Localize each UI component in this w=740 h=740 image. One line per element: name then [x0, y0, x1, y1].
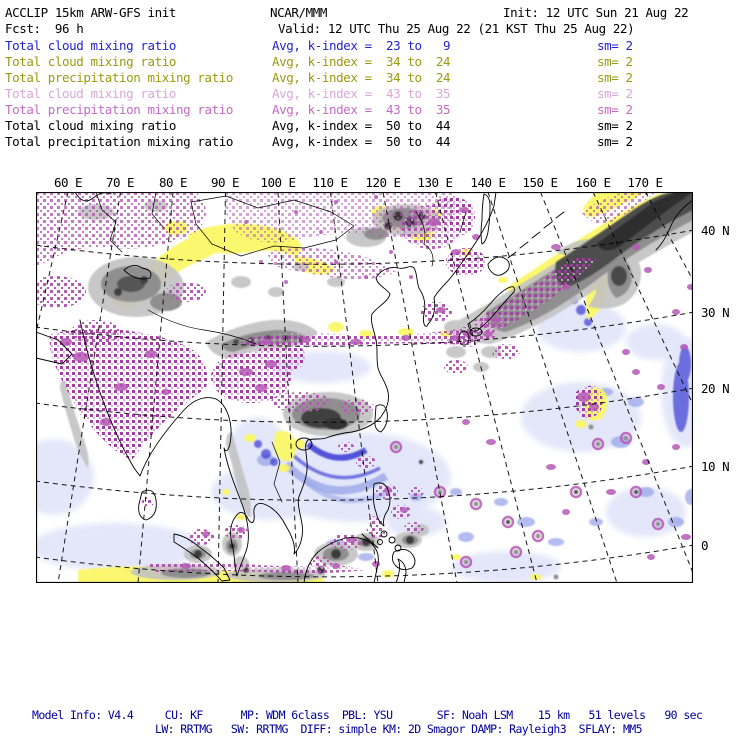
legend-smooth-label: sm= 2 — [597, 38, 633, 53]
model-info-line1: Model Info: V4.4 CU: KF MP: WDM 6class PBL: YSU SF: Noah LSM 15 km 51 levels 90 sec — [32, 708, 703, 722]
valid-time-label: Valid: 12 UTC Thu 25 Aug 22 (21 KST Thu 25 Aug 22) — [278, 21, 635, 36]
legend-row — [0, 102, 740, 117]
map-panel — [36, 192, 693, 583]
legend-field-label: Total cloud mixing ratio — [5, 38, 177, 53]
legend-smooth-label: sm= 2 — [597, 118, 633, 133]
lat-tick-label: 20 N — [701, 381, 730, 396]
lat-tick-label: 0 — [701, 538, 709, 553]
model-info-line2: LW: RRTMG SW: RRTMG DIFF: simple KM: 2D Smagor DAMP: Rayleigh3 SFLAY: MM5 — [155, 722, 642, 736]
legend-row — [0, 134, 740, 149]
lon-tick-label: 60 E — [53, 175, 83, 190]
lon-tick-label: 100 E — [260, 175, 296, 190]
legend-row — [0, 38, 740, 53]
lon-tick-label: 80 E — [158, 175, 188, 190]
lon-tick-label: 140 E — [470, 175, 506, 190]
legend-kindex-stat: Avg, k-index = 23 to 9 — [272, 38, 451, 53]
legend-smooth-label: sm= 2 — [597, 102, 633, 117]
legend-smooth-label: sm= 2 — [597, 134, 633, 149]
legend-field-label: Total precipitation mixing ratio — [5, 70, 234, 85]
legend-row — [0, 86, 740, 101]
legend-smooth-label: sm= 2 — [597, 70, 633, 85]
legend-kindex-stat: Avg, k-index = 43 to 35 — [272, 86, 451, 101]
forecast-hour-label: Fcst: 96 h — [5, 21, 84, 36]
legend-field-label: Total cloud mixing ratio — [5, 86, 177, 101]
init-time-label: Init: 12 UTC Sun 21 Aug 22 — [503, 5, 689, 20]
legend-kindex-stat: Avg, k-index = 50 to 44 — [272, 134, 451, 149]
legend-field-label: Total cloud mixing ratio — [5, 118, 177, 133]
lon-tick-label: 90 E — [210, 175, 240, 190]
weather-map — [36, 192, 693, 583]
legend-row — [0, 118, 740, 133]
legend-row — [0, 54, 740, 69]
lon-tick-label: 150 E — [522, 175, 558, 190]
legend-field-label: Total precipitation mixing ratio — [5, 102, 234, 117]
legend-smooth-label: sm= 2 — [597, 86, 633, 101]
legend-smooth-label: sm= 2 — [597, 54, 633, 69]
legend-field-label: Total cloud mixing ratio — [5, 54, 177, 69]
lat-tick-label: 40 N — [701, 223, 730, 238]
lon-tick-label: 170 E — [627, 175, 663, 190]
legend-kindex-stat: Avg, k-index = 34 to 24 — [272, 54, 451, 69]
lon-tick-label: 70 E — [105, 175, 135, 190]
lon-tick-label: 160 E — [575, 175, 611, 190]
legend-kindex-stat: Avg, k-index = 50 to 44 — [272, 118, 451, 133]
lat-tick-label: 10 N — [701, 459, 730, 474]
legend-kindex-stat: Avg, k-index = 43 to 35 — [272, 102, 451, 117]
legend-kindex-stat: Avg, k-index = 34 to 24 — [272, 70, 451, 85]
lat-tick-label: 30 N — [701, 305, 730, 320]
legend-row — [0, 70, 740, 85]
plot-title: ACCLIP 15km ARW-GFS init — [5, 5, 177, 20]
legend-field-label: Total precipitation mixing ratio — [5, 134, 234, 149]
lon-tick-label: 120 E — [365, 175, 401, 190]
lon-tick-label: 110 E — [312, 175, 348, 190]
lon-tick-label: 130 E — [417, 175, 453, 190]
org-label: NCAR/MMM — [270, 5, 328, 20]
